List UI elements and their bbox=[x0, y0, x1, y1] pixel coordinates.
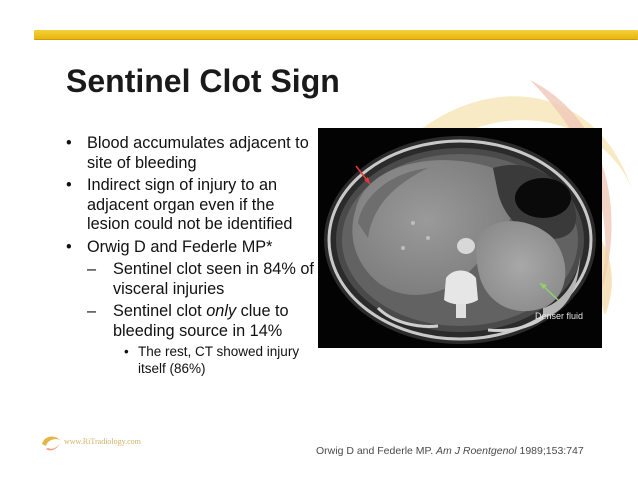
bullet-marker: • bbox=[66, 237, 72, 256]
bullet-text: Blood accumulates adjacent to site of bleeding bbox=[87, 134, 309, 172]
citation-details: 1989;153:747 bbox=[516, 445, 584, 457]
sub-bullet-item bbox=[66, 260, 316, 299]
slide-title: Sentinel Clot Sign bbox=[66, 63, 340, 99]
bullet-text: Indirect sign of injury to an adjacent organ even if the lesion could not be identified bbox=[87, 176, 293, 233]
bullet-marker: • bbox=[66, 134, 72, 152]
bullet-item bbox=[66, 134, 316, 173]
sub-bullet-marker: – bbox=[87, 302, 97, 320]
bullet-list bbox=[66, 134, 316, 377]
ct-annotation-label: Denser fluid bbox=[535, 311, 584, 321]
bullet-marker: • bbox=[66, 176, 72, 194]
sub-sub-bullet-text: The rest, CT showed injury itself (86%) bbox=[138, 344, 300, 376]
sub-bullet-text-pre: Sentinel clot bbox=[113, 302, 207, 320]
citation-authors: Orwig D and Federle MP. bbox=[316, 445, 437, 457]
header-accent-bar bbox=[34, 30, 638, 39]
citation-journal: Am J Roentgenol bbox=[436, 445, 517, 457]
sub-bullet-text: Sentinel clot seen in 84% of visceral injuries bbox=[113, 260, 314, 298]
sub-bullet-emphasis: only bbox=[206, 302, 237, 320]
bullet-item bbox=[66, 176, 316, 235]
sub-bullet-text-post: clue to bleeding source in 14% bbox=[113, 302, 289, 340]
sub-bullet-marker: – bbox=[87, 260, 97, 278]
bullet-item bbox=[66, 238, 316, 258]
bullet-text: Orwig D and Federle MP* bbox=[87, 237, 273, 256]
sub-sub-bullet-marker: • bbox=[124, 344, 129, 359]
sub-bullet-item bbox=[66, 302, 316, 341]
sub-sub-bullet-item bbox=[66, 344, 316, 377]
logo-text: www.RiTradiology.com bbox=[64, 437, 141, 446]
citation bbox=[316, 445, 584, 457]
